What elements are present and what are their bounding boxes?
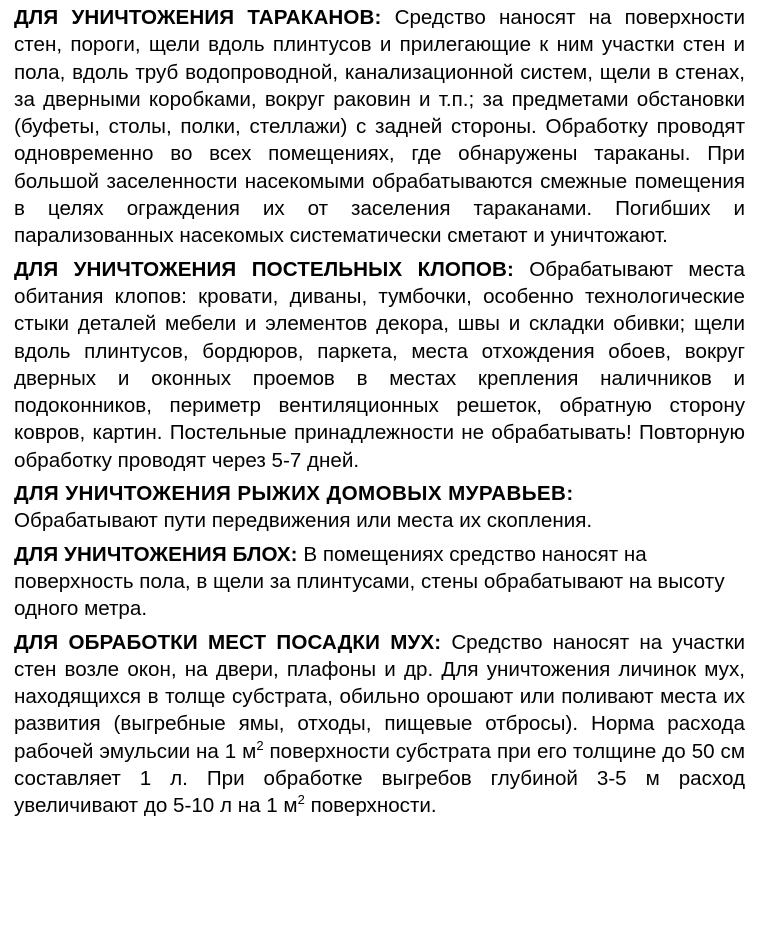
section-body: поверхности субстрата при его толщине до 50 см составляет 1 л. При обработке выгребов глубиной 3-5 м расход увеличивают до 5-10 л на 1 м <box>14 739 745 818</box>
section-body: В помещениях средство наносят на поверхность пола, в щели за плинтусами, стены обрабатывают на высоту одного метра. <box>14 542 725 621</box>
superscript-2: 2 <box>297 792 305 808</box>
section-flies <box>14 629 745 820</box>
section-body: Обрабатывают места обитания клопов: кровати, диваны, тумбочки, особенно технологические стыки деталей мебели и элементов декора, швы и складки обивки; щели вдоль плинтусов, бордюров, паркета, места отхождения обоев, вокруг дверных и оконных проемов в местах крепления наличников и подоконников, периметр вентиляционных решеток, обратную сторону ковров, картин. Постельные принадлежности не обрабатывать! Повторную обработку проводят через 5-7 дней. <box>14 257 745 472</box>
section-body: Средство наносят на поверхности стен, пороги, щели вдоль плинтусов и прилегающие к ним участки стен и пола, вдоль труб водопроводной, канализационной систем, щели в стенах, за дверными коробками, вокруг раковин и т.п.; за предметами обстановки (буфеты, столы, полки, стеллажи) с задней стороны. Обработку проводят одновременно во всех помещениях, где обнаружены тараканы. При большой заселенности насекомыми обрабатываются смежные помещения в целях ограждения их от заселения тараканами. Погибших и парализованных насекомых систематически сметают и уничтожают. <box>14 6 745 248</box>
section-body: Средство наносят на участки стен возле окон, на двери, плафоны и др. Для уничтожения личинок мух, находящихся в толще субстрата, обильно орошают или поливают места их развития (выгребные ямы, отходы, пищевые отбросы). Норма расхода рабочей эмульсии на 1 м <box>14 630 746 763</box>
section-bedbugs <box>14 256 745 474</box>
section-heading: ДЛЯ УНИЧТОЖЕНИЯ РЫЖИХ ДОМОВЫХ МУРАВЬЕВ: <box>14 482 574 506</box>
section-body: поверхности. <box>310 794 437 818</box>
section-heading: ДЛЯ ОБРАБОТКИ МЕСТ ПОСАДКИ МУХ: <box>14 630 442 654</box>
section-ants <box>14 480 745 535</box>
superscript-2: 2 <box>256 737 264 753</box>
section-heading: ДЛЯ УНИЧТОЖЕНИЯ БЛОХ: <box>14 542 298 566</box>
section-heading: ДЛЯ УНИЧТОЖЕНИЯ ПОСТЕЛЬНЫХ КЛОПОВ: <box>14 257 514 281</box>
section-cockroaches <box>14 4 745 250</box>
section-fleas <box>14 541 745 623</box>
section-body: Обрабатывают пути передвижения или места их скопления. <box>14 509 593 533</box>
section-heading: ДЛЯ УНИЧТОЖЕНИЯ ТАРАКАНОВ: <box>14 6 382 29</box>
